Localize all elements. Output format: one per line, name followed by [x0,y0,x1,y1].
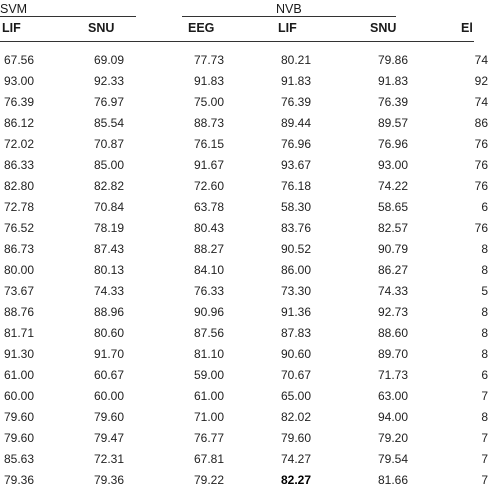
table-cell: 85.00 [93,158,124,172]
table-cell: 61.00 [3,368,34,382]
table-cell: 82.82 [93,179,124,193]
table-cell: 88.60 [377,326,408,340]
table-cell: 90.60 [280,347,312,361]
table-cell: 81.71 [3,326,34,340]
table-cell: 63.78 [193,200,224,214]
table-cell: 6 [481,368,488,382]
table-cell: 76.15 [193,137,224,151]
table-cell: 91.30 [3,347,34,361]
table-cell: 76.39 [280,95,312,109]
table-cell: 58.30 [280,200,312,214]
table-cell: 74 [474,53,488,67]
table-cell: 88.27 [193,242,224,256]
table-cell: 86 [474,116,488,130]
group-rule-svm [0,16,136,17]
table-cell: 79.22 [193,473,224,487]
group-label-svm: SVM [0,2,28,16]
table-row [0,71,488,91]
table-cell: 74.22 [377,179,408,193]
table-cell: 76.96 [280,137,312,151]
table-cell: 76.96 [377,137,408,151]
table-row [0,218,488,238]
col-header-svm-snu: SNU [88,21,115,35]
table-cell: 65.00 [280,389,312,403]
table-row [0,407,488,427]
table-row [0,323,488,343]
table-cell: 82.02 [280,410,312,424]
table-cell: 79.47 [93,431,124,445]
group-rule-nvb [182,16,396,17]
table-cell: 7 [481,452,488,466]
table-row [0,428,488,448]
table-cell: 86.73 [3,242,34,256]
table-cell: 79.60 [3,431,34,445]
table-row [0,386,488,406]
table-cell: 84.10 [193,263,224,277]
table-cell: 76 [474,221,488,235]
table-cell: 81.10 [193,347,224,361]
table-cell: 6 [481,200,488,214]
table-cell: 58.65 [377,200,408,214]
table-cell: 80.60 [93,326,124,340]
table-cell: 79.86 [377,53,408,67]
table-cell: 76.39 [377,95,408,109]
table-cell: 92.33 [93,74,124,88]
table-cell: 60.00 [93,389,124,403]
table-cell: 86.27 [377,263,408,277]
table-row [0,239,488,259]
table-cell: 72.02 [3,137,34,151]
table-cell: 76.39 [3,95,34,109]
table-cell: 70.84 [93,200,124,214]
table-cell: 88.96 [93,305,124,319]
table-cell: 91.83 [280,74,312,88]
table-cell: 7 [481,431,488,445]
table-cell: 87.83 [280,326,312,340]
table-row [0,176,488,196]
table-cell: 83.76 [280,221,312,235]
table-cell: 76 [474,179,488,193]
table-cell: 76.33 [193,284,224,298]
table-cell: 76 [474,158,488,172]
table-cell: 80.21 [280,53,312,67]
table-row [0,50,488,70]
table-row [0,197,488,217]
table-cell: 91.70 [93,347,124,361]
table-cell: 72.78 [3,200,34,214]
table-cell: 79.60 [93,410,124,424]
table-cell: 89.44 [280,116,312,130]
table-cell: 70.87 [93,137,124,151]
table-row [0,155,488,175]
table-row [0,365,488,385]
table-cell: 91.83 [193,74,224,88]
col-header-svm-lif: LIF [2,21,21,35]
table-cell: 75.00 [193,95,224,109]
table-cell: 76.52 [3,221,34,235]
header-rule [0,41,474,42]
table-cell: 80.13 [93,263,124,277]
table-cell: 82.57 [377,221,408,235]
table-cell: 79.60 [280,431,312,445]
table-cell: 87.43 [93,242,124,256]
table-cell: 86.00 [280,263,312,277]
col-header-nvb-eeg: EEG [188,21,215,35]
table-cell: 7 [481,389,488,403]
table-cell: 81.66 [377,473,408,487]
table-row [0,281,488,301]
table-cell: 76.18 [280,179,312,193]
table-cell: 86.12 [3,116,34,130]
table-cell: 89.70 [377,347,408,361]
table-cell: 91.67 [193,158,224,172]
table-cell: 88.76 [3,305,34,319]
table-cell: 74.33 [93,284,124,298]
table-row [0,260,488,280]
table-cell: 60.67 [93,368,124,382]
table-cell: 92 [474,74,488,88]
table-cell: 91.83 [377,74,408,88]
table-cell: 8 [481,242,488,256]
table-cell: 94.00 [377,410,408,424]
table-row [0,449,488,469]
table-cell: 71.73 [377,368,408,382]
table-cell: 85.63 [3,452,34,466]
table-cell: 90.52 [280,242,312,256]
table-cell: 74 [474,95,488,109]
table-cell: 79.20 [377,431,408,445]
table-cell: 77.73 [193,53,224,67]
table-cell: 72.31 [93,452,124,466]
table-cell: 73.67 [3,284,34,298]
col-header-partial: El [461,21,473,35]
table-cell: 5 [481,284,488,298]
table-cell: 85.54 [93,116,124,130]
table-cell: 90.79 [377,242,408,256]
table-cell: 93.67 [280,158,312,172]
table-cell: 72.60 [193,179,224,193]
table-cell: 8 [481,263,488,277]
table-cell: 8 [481,326,488,340]
table-cell: 93.00 [3,74,34,88]
table-cell: 59.00 [193,368,224,382]
table-cell: 76.77 [193,431,224,445]
table-cell: 74.27 [280,452,312,466]
table-cell: 90.96 [193,305,224,319]
table-cell: 63.00 [377,389,408,403]
col-header-nvb-lif: LIF [278,21,297,35]
table-cell: 78.19 [93,221,124,235]
table-row [0,92,488,112]
table-cell: 74.33 [377,284,408,298]
table-cell: 80.43 [193,221,224,235]
table-cell: 92.73 [377,305,408,319]
table-cell: 8 [481,347,488,361]
table-cell: 79.36 [93,473,124,487]
table-cell: 76 [474,137,488,151]
table-row [0,113,488,133]
table-row [0,302,488,322]
table-cell: 71.00 [193,410,224,424]
table-cell: 60.00 [3,389,34,403]
table-cell: 61.00 [193,389,224,403]
table-cell: 69.09 [93,53,124,67]
table-cell: 67.56 [3,53,34,67]
table-cell: 73.30 [280,284,312,298]
table-row [0,470,488,490]
table-cell: 93.00 [377,158,408,172]
table-cell: 80.00 [3,263,34,277]
col-header-nvb-snu: SNU [370,21,397,35]
table-cell: 86.33 [3,158,34,172]
table-cell: 79.54 [377,452,408,466]
table-cell: 7 [481,473,488,487]
table-cell: 87.56 [193,326,224,340]
table-row [0,134,488,154]
table-cell: 79.60 [3,410,34,424]
table-cell: 79.36 [3,473,34,487]
table-cell: 91.36 [280,305,312,319]
group-label-nvb: NVB [276,2,302,16]
table-cell: 70.67 [280,368,312,382]
table-cell: 82.80 [3,179,34,193]
table-cell: 82.27 [280,473,312,487]
table-cell: 76.97 [93,95,124,109]
table-cell: 88.73 [193,116,224,130]
table-cell: 8 [481,305,488,319]
table-cell: 8 [481,410,488,424]
table-cell: 89.57 [377,116,408,130]
table-row [0,344,488,364]
table-cell: 67.81 [193,452,224,466]
